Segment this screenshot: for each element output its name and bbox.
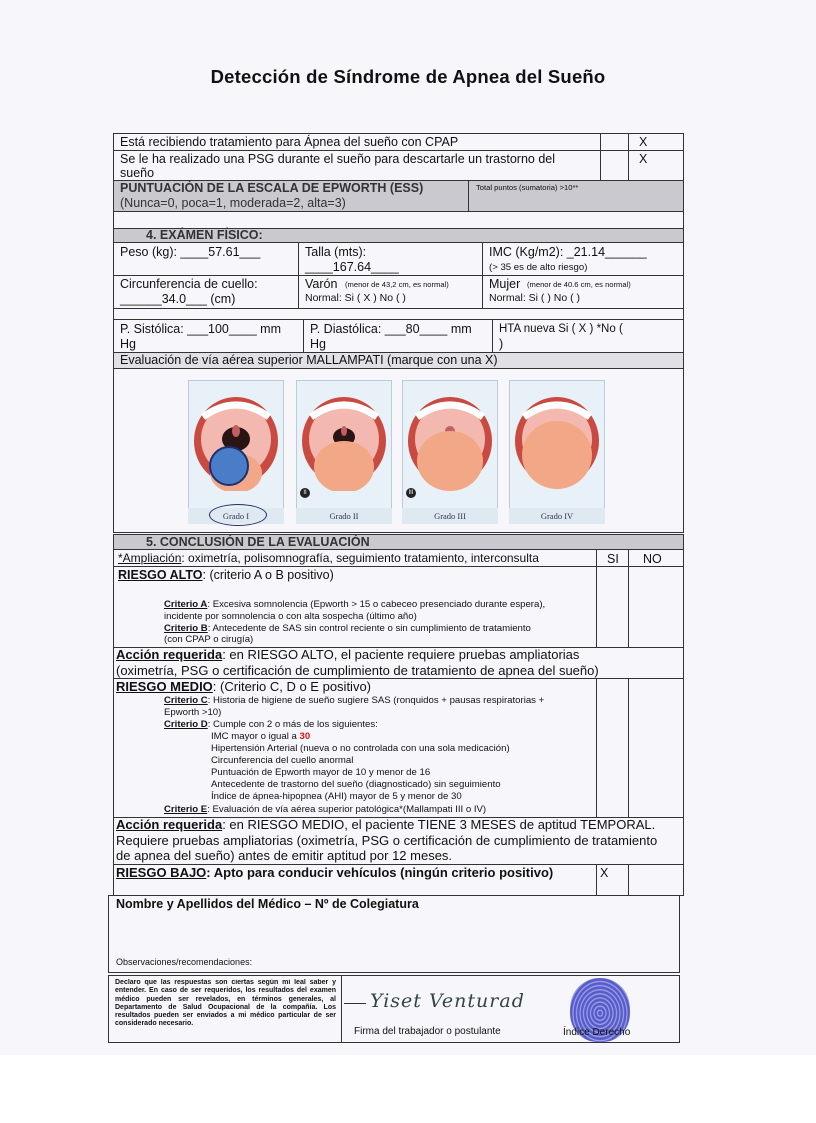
riesgo-bajo-label: RIESGO BAJO	[116, 865, 207, 880]
epworth-total-label: Total puntos (sumatoria) >10**	[476, 183, 579, 192]
epworth-heading: PUNTUACIÓN DE LA ESCALA DE EPWORTH (ESS)	[120, 181, 424, 195]
grade-3-badge-icon: III	[406, 488, 416, 498]
exam-heading: 4. EXÁMEN FÍSICO:	[146, 228, 263, 242]
grade-2-label: Grado II	[296, 508, 392, 524]
criterio-e: Criterio E: Evaluación de vía aérea superior patológica*(Mallampati III o IV)	[164, 804, 487, 815]
mujer-label: Mujer	[489, 277, 521, 291]
criterio-b-cont: (con CPAP o cirugía)	[164, 634, 254, 645]
grade-4-label: Grado IV	[509, 508, 605, 524]
declaration-text: Declaro que las respuestas son ciertas según mi leal saber y entender. En caso de ser requeridos, los resultados del examen médico pueden ser revelados, en términos generales, al Departamento de Salud Ocupacional de la compañía. Los resultados pueden ser enviados a mi médico particular de ser considerado necesario.	[115, 979, 336, 1028]
riesgo-alto-label: RIESGO ALTO	[118, 568, 203, 582]
hta-close: )	[499, 337, 504, 351]
diastolica-field: P. Diastólica: ___80____ mm	[310, 322, 472, 336]
firma-label: Firma del trabajador o postulante	[354, 1026, 501, 1037]
page-title: Detección de Síndrome de Apnea del Sueño	[210, 66, 606, 87]
mallampati-grade-1-mark	[209, 446, 249, 486]
riesgo-medio-text: RIESGO MEDIO: (Criterio C, D o E positivo)	[116, 679, 371, 694]
riesgo-alto-text: RIESGO ALTO: (criterio A o B positivo)	[118, 568, 334, 582]
criterio-d-item-3: Circunferencia del cuello anormal	[211, 755, 354, 766]
talla-value: ____167.64____	[305, 260, 399, 274]
mallampati-grade-3-image	[402, 380, 498, 520]
talla-label: Talla (mts):	[305, 245, 367, 259]
grade-2-badge-icon: II	[300, 488, 310, 498]
varon-note: (menor de 43,2 cm, es normal)	[345, 280, 449, 289]
criterio-d-item-5: Antecedente de trastorno del sueño (diagnosticado) sin seguimiento	[211, 779, 501, 790]
criterio-d-item-6: Índice de ápnea-hipopnea (AHI) mayor de 5 y menor de 30	[211, 791, 462, 802]
mallampati-grade-2-image	[296, 380, 392, 520]
accion-alto-text: Acción requerida: en RIESGO ALTO, el paciente requiere pruebas ampliatorias	[116, 647, 580, 662]
no-header: NO	[643, 552, 662, 566]
cpap-question: Está recibiendo tratamiento para Ápnea del sueño con CPAP	[120, 135, 459, 149]
mallampati-grade-4-image	[509, 380, 605, 520]
cuello-label: Circunferencia de cuello:	[120, 277, 258, 291]
criterio-d-item-1: IMC mayor o igual a 30	[211, 731, 311, 742]
sistolica-field: P. Sistólica: ___100____ mm	[120, 322, 281, 336]
grade-3-label: Grado III	[402, 508, 498, 524]
grade-1-circle-mark	[209, 504, 267, 526]
ampliacion-text: *Ampliación: oximetría, polisomnografía, seguimiento tratamiento, interconsulta	[118, 551, 539, 565]
accion-alto-cont: (oximetría, PSG o certificación de cumplimiento de tratamiento de apnea del sueño)	[116, 663, 599, 678]
worker-signature: Yiset Venturad	[370, 990, 525, 1012]
criterio-a-cont: incidente por somnolencia o con alta sospecha (último año)	[164, 611, 417, 622]
peso-field: Peso (kg): ____57.61___	[120, 245, 261, 259]
criterio-d-item-4: Puntuación de Epworth mayor de 10 y menor de 16	[211, 767, 431, 778]
sistolica-unit: Hg	[120, 337, 136, 351]
criterio-c-cont: Epworth >10)	[164, 707, 222, 718]
signature-line	[344, 1003, 366, 1004]
imc-note: (> 35 es de alto riesgo)	[489, 262, 588, 273]
diastolica-unit: Hg	[310, 337, 326, 351]
criterio-d-item-2: Hipertensión Arterial (nueva o no controlada con una sola medicación)	[211, 743, 510, 754]
ampliacion-label: *Ampliación	[118, 551, 182, 565]
cpap-mark: X	[639, 135, 648, 149]
psg-mark: X	[639, 152, 648, 166]
varon-options: Normal: Si ( X ) No ( )	[305, 292, 406, 304]
riesgo-bajo-text: RIESGO BAJO: Apto para conducir vehículos (ningún criterio positivo)	[116, 865, 554, 880]
cuello-value: ______34.0___ (cm)	[120, 292, 236, 306]
accion-medio-text: Acción requerida: en RIESGO MEDIO, el paciente TIENE 3 MESES de aptitud TEMPORAL.	[116, 817, 656, 832]
imc-field: IMC (Kg/m2): _21.14______	[489, 245, 647, 259]
criterio-d: Criterio D: Cumple con 2 o más de los siguientes:	[164, 719, 378, 730]
criterio-c: Criterio C: Historia de higiene de sueño sugiere SAS (ronquidos + pausas respiratorias +	[164, 695, 545, 706]
indice-label: Índice Derecho	[563, 1027, 631, 1038]
conclusion-heading: 5. CONCLUSIÓN DE LA EVALUACIÓN	[146, 535, 370, 549]
si-header: SI	[607, 552, 619, 566]
riesgo-bajo-mark: X	[600, 866, 609, 880]
psg-question: Se le ha realizado una PSG durante el sueño para descartarle un trastorno del sueño	[120, 152, 555, 180]
hta-field: HTA nueva Si ( X ) *No (	[499, 323, 623, 335]
riesgo-medio-label: RIESGO MEDIO	[116, 679, 213, 694]
mujer-options: Normal: Si ( ) No ( )	[489, 292, 581, 304]
epworth-scale: (Nunca=0, poca=1, moderada=2, alta=3)	[120, 196, 346, 210]
observaciones-label: Observaciones/recomendaciones:	[116, 957, 253, 967]
varon-label: Varón	[305, 277, 338, 291]
criterio-a: Criterio A: Excesiva somnolencia (Epworth > 15 o cabeceo presenciado durante espera),	[164, 599, 546, 610]
medico-label: Nombre y Apellidos del Médico – Nº de Colegiatura	[116, 897, 419, 911]
mujer-note: (menor de 40.6 cm, es normal)	[527, 280, 631, 289]
criterio-b: Criterio B: Antecedente de SAS sin control reciente o sin cumplimiento de tratamiento	[164, 623, 531, 634]
grade-1-label: Grado I	[188, 508, 284, 524]
accion-medio-cont-2: de apnea del sueño) antes de emitir aptitud por 12 meses.	[116, 848, 453, 863]
accion-medio-cont-1: Requiere pruebas ampliatorias (oximetría, PSG o certificación de cumplimiento de tratamiento	[116, 833, 658, 848]
mallampati-label: Evaluación de vía aérea superior MALLAMPATI (marque con una X)	[120, 353, 498, 367]
